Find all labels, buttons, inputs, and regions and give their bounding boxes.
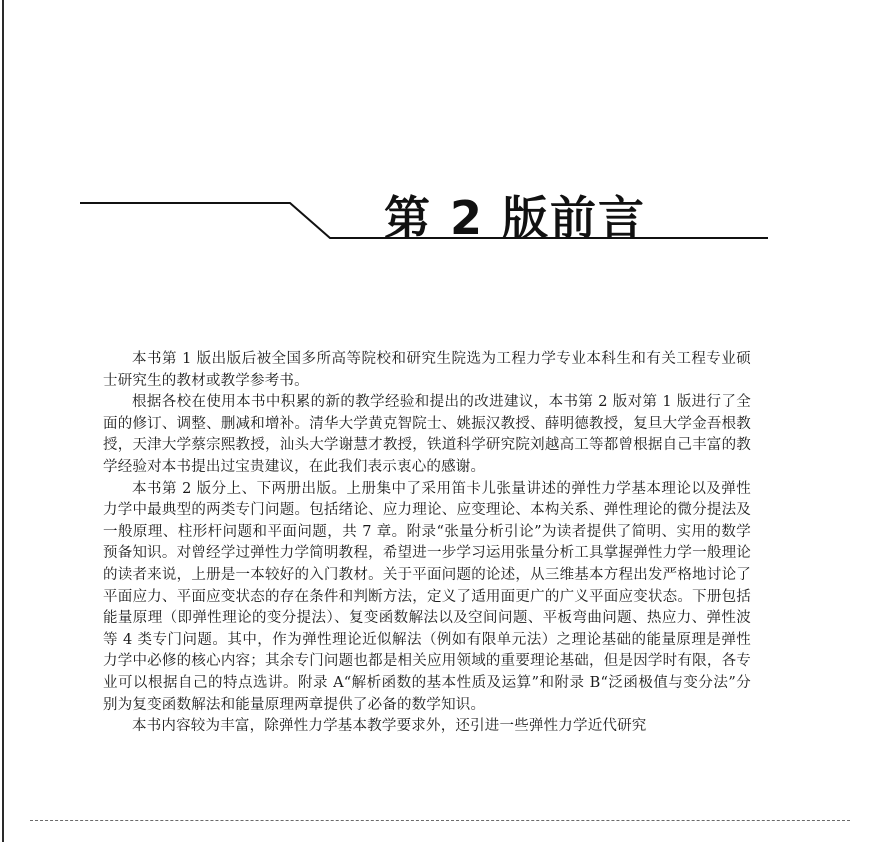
paragraph: 本书第 2 版分上、下两册出版。上册集中了采用笛卡儿张量讲述的弹性力学基本理论以及弹性力学中最典型的两类专门问题。包括绪论、应力理论、应变理论、本构关系、弹性理论的微分提法及一般原理、柱形杆问题和平面问题，共 7 章。附录“张量分析引论”为读者提供了简明、实用的数学预备知识。对曾经学过弹性力学简明教程，希望进一步学习运用张量分析工具掌握弹性力学一般理论的读者来说，上册是一本较好的入门教材。关于平面问题的论述，从三维基本方程出发严格地讨论了平面应力、平面应变状态的存在条件和判断方法，定义了适用面更广的广义平面应变状态。下册包括能量原理（即弹性理论的变分提法）、复变函数解法以及空间问题、平板弯曲问题、热应力、弹性波等 4 类专门问题。其中，作为弹性理论近似解法（例如有限单元法）之理论基础的能量原理是弹性力学中必修的核心内容；其余专门问题也都是相关应用领域的重要理论基础，但是因学时有限，各专业可以根据自己的特点选讲。附录 A“解析函数的基本性质及运算”和附录 B“泛函极值与变分法”分别为复变函数解法和能量原理两章提供了必备的数学知识。 [103,480,751,713]
bottom-scan-edge [30,820,850,822]
preface-body [103,349,751,738]
paragraph: 根据各校在使用本书中积累的新的教学经验和提出的改进建议，本书第 2 版对第 1 版进行了全面的修订、调整、删减和增补。清华大学黄克智院士、姚振汉教授、薛明德教授，复旦大学金吾根教授，天津大学蔡宗熙教授，汕头大学谢慧才教授，铁道科学研究院刘越高工等都曾根据自己丰富的教学经验对本书提出过宝贵建议，在此我们表示衷心的感谢。 [103,394,751,475]
page-title: 第 2 版前言 [384,191,647,245]
paragraph: 本书第 1 版出版后被全国多所高等院校和研究生院选为工程力学专业本科生和有关工程专业硕士研究生的教材或教学参考书。 [103,351,751,389]
paragraph: 本书内容较为丰富，除弹性力学基本教学要求外，还引进一些弹性力学近代研究 [132,718,647,735]
